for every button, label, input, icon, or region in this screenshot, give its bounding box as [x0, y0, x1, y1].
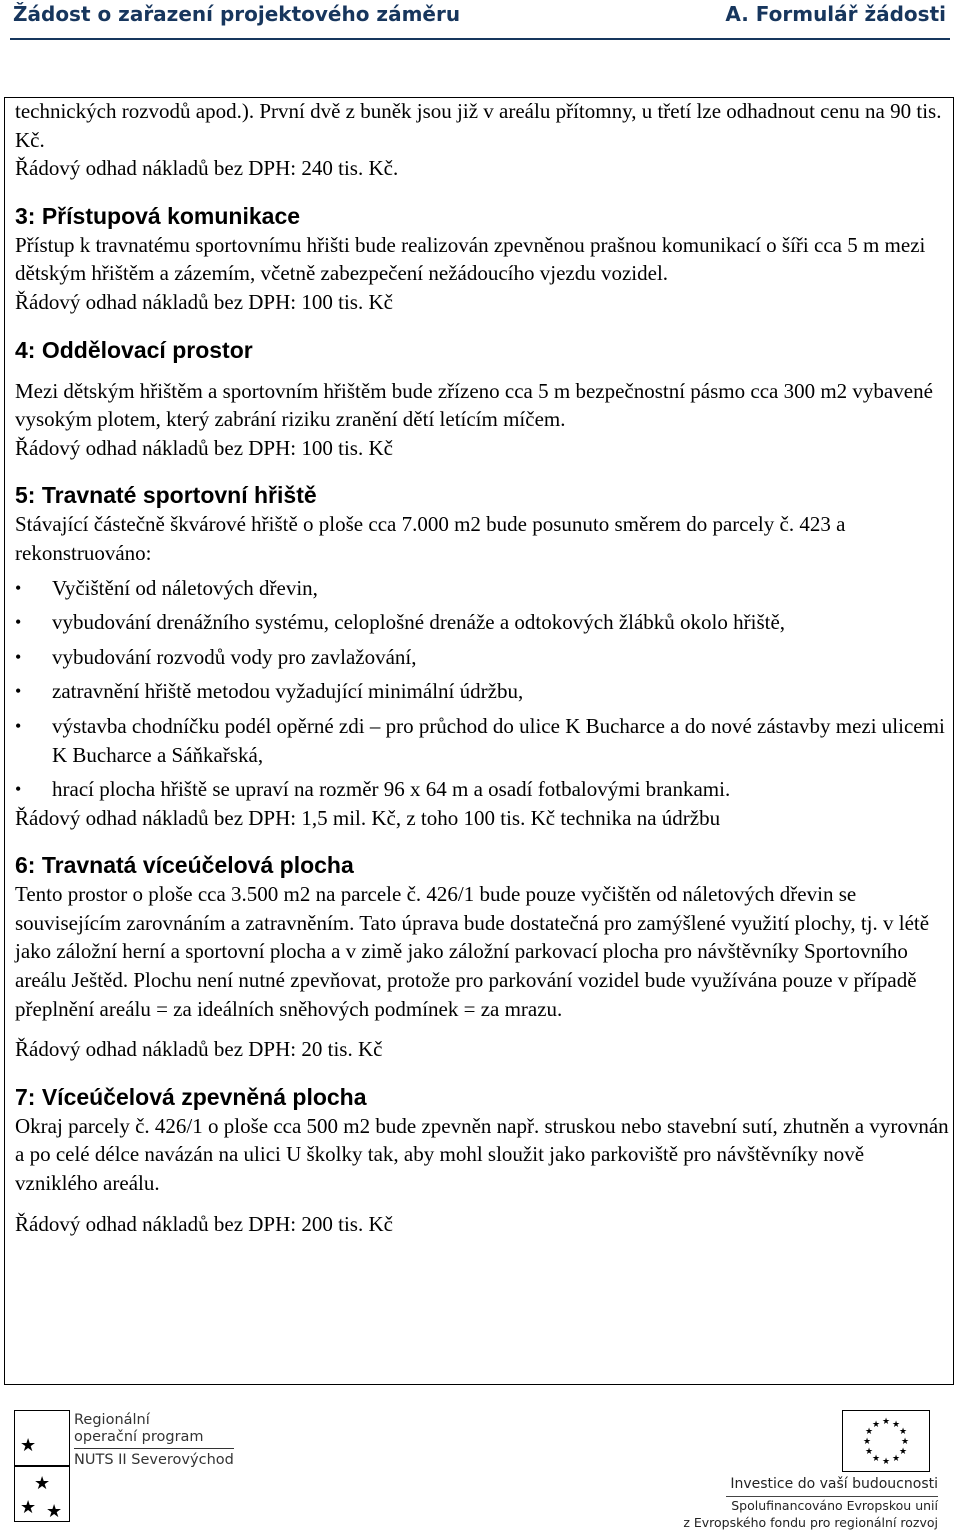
eu-logo-line3: z Evropského fondu pro regionální rozvoj: [683, 1515, 938, 1530]
rop-logo-mark: [14, 1410, 70, 1522]
intro-cost: Řádový odhad nákladů bez DPH: 240 tis. Kč.: [15, 156, 399, 181]
svg-text:★: ★: [871, 1454, 881, 1464]
svg-text:★: ★: [871, 1420, 881, 1430]
header-right-title: A. Formulář žádosti: [725, 2, 946, 26]
list-item: • vybudování drenážního systému, celoplošné drenáže a odtokových žlábků okolo hřiště,: [15, 608, 950, 637]
section-5-bullet-list: [15, 574, 950, 804]
svg-text:★: ★: [891, 1454, 901, 1464]
eu-flag-icon: [842, 1410, 930, 1472]
rop-logo-line2: operační program: [74, 1429, 204, 1445]
eu-logo-line2: Spolufinancováno Evropskou unií: [731, 1498, 938, 1513]
section-5-heading: 5: Travnaté sportovní hřiště: [15, 482, 317, 509]
section-4-heading: 4: Oddělovací prostor: [15, 336, 253, 363]
rop-logo-line1: Regionální: [74, 1412, 150, 1428]
star-icon: ★: [46, 1501, 63, 1521]
header-divider: [10, 38, 950, 40]
rop-logo-divider: [74, 1448, 234, 1449]
svg-text:★: ★: [898, 1427, 908, 1437]
section-4-cost: Řádový odhad nákladů bez DPH: 100 tis. Kč: [15, 435, 393, 460]
list-item: • zatravnění hřiště metodou vyžadující minimální údržbu,: [15, 677, 950, 706]
svg-text:★: ★: [898, 1447, 908, 1457]
list-item: • vybudování rozvodů vody pro zavlažování,: [15, 643, 950, 672]
document-body: [15, 97, 950, 1238]
section-5-cost: Řádový odhad nákladů bez DPH: 1,5 mil. Kč, z toho 100 tis. Kč technika na údržbu: [15, 805, 721, 830]
section-3-cost: Řádový odhad nákladů bez DPH: 100 tis. Kč: [15, 289, 393, 314]
section-7-cost: Řádový odhad nákladů bez DPH: 200 tis. Kč: [15, 1211, 393, 1236]
eu-logo-divider: [726, 1496, 938, 1497]
section-6-cost: Řádový odhad nákladů bez DPH: 20 tis. Kč: [15, 1037, 383, 1062]
section-7-heading: 7: Víceúčelová zpevněná plocha: [15, 1083, 367, 1110]
intro-text: technických rozvodů apod.). První dvě z buněk jsou již v areálu přítomny, u třetí lze odhadnout cenu na 90 tis. Kč.: [15, 99, 942, 152]
section-6-heading: 6: Travnatá víceúčelová plocha: [15, 852, 354, 879]
eu-logo-line1: Investice do vaší budoucnosti: [730, 1476, 938, 1492]
section-3-heading: 3: Přístupová komunikace: [15, 202, 301, 229]
star-icon: ★: [20, 1497, 37, 1517]
rop-logo-line3: NUTS II Severovýchod: [74, 1452, 234, 1468]
page-header: [0, 0, 960, 40]
section-7-text: Okraj parcely č. 426/1 o ploše cca 500 m2 bude zpevněn např. struskou nebo stavební sutí, zhutněn a vyrovnán a po celé délce navázán na ulici U školky tak, aby mohl sloužit jako parkoviště pro návštěvníky nově vzniklého areálu.: [15, 1113, 949, 1196]
svg-text:★: ★: [891, 1420, 901, 1430]
svg-text:★: ★: [864, 1427, 874, 1437]
eu-stars-circle: [843, 1411, 929, 1471]
header-left-title: Žádost o zařazení projektového záměru: [13, 2, 461, 26]
svg-text:★: ★: [864, 1447, 874, 1457]
svg-text:★: ★: [881, 1417, 891, 1427]
svg-text:★: ★: [862, 1437, 872, 1447]
section-3-text: Přístup k travnatému sportovnímu hřišti bude realizován zpevněnou prašnou komunikací o šíři cca 5 m mezi dětským hřištěm a zázemím, včetně zabezpečení nežádoucího vjezdu vozidel.: [15, 232, 926, 286]
eu-logo: [678, 1410, 938, 1530]
svg-text:★: ★: [881, 1457, 891, 1467]
section-6-text: Tento prostor o ploše cca 3.500 m2 na parcele č. 426/1 bude pouze vyčištěn od náletových dřevin se souvisejícím zarovnáním a zatravněním. Tato úprava bude dostatečná pro zamýšlené využití plochy, tj. v létě jako záložní herní a sportovní plocha a v zimě jako záložní parkovací plocha pro návštěvníky Sportovního areálu Ještěd. Plochu není nutné zpevňovat, protože pro parkování vozidel bude využívána pouze v případě přeplnění areálu = za ideálních sněhových podmínek = za mrazu.: [15, 882, 930, 1021]
star-icon: ★: [34, 1473, 51, 1493]
list-item: • hrací plocha hřiště se upraví na rozměr 96 x 64 m a osadí fotbalovými brankami.: [15, 775, 950, 804]
star-icon: ★: [20, 1435, 37, 1455]
svg-text:★: ★: [900, 1437, 910, 1447]
list-item: • Vyčištění od náletových dřevin,: [15, 574, 950, 603]
section-4-text: Mezi dětským hřištěm a sportovním hřištěm bude zřízeno cca 5 m bezpečnostní pásmo cca 300 m2 vybavené vysokým plotem, který zabrání riziku zranění dětí letícím míčem.: [15, 378, 933, 432]
rop-logo: [14, 1410, 274, 1522]
list-item: • výstavba chodníčku podél opěrné zdi – pro průchod do ulice K Bucharce a do nové zástavby mezi ulicemi K Bucharce a Sáňkařská,: [15, 712, 950, 769]
section-5-text: Stávající částečně škvárové hřiště o ploše cca 7.000 m2 bude posunuto směrem do parcely č. 423 a rekonstruováno:: [15, 512, 846, 565]
